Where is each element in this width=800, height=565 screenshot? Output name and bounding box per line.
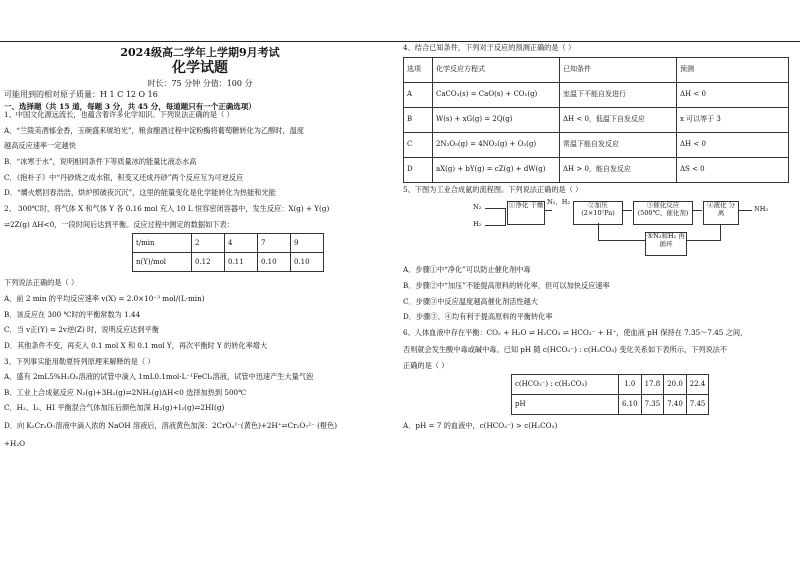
- flow-h2-label: H₂: [473, 220, 482, 229]
- table-cell: 4: [225, 234, 258, 253]
- q1-option-b: B．“冰寒于水”，说明相同条件下等质量冰的能量比液态水高: [4, 157, 197, 167]
- flow-line: [485, 225, 505, 226]
- table-cell: 常温下能自发反应: [560, 132, 677, 157]
- question-6-prompt: 正确的是（ ）: [403, 361, 449, 371]
- section-heading: 一、选择题（共 15 道，每题 3 分，共 45 分，每道题只有一个正确选项）: [4, 102, 256, 112]
- exam-title: 2024级高二学年上学期9月考试: [120, 46, 280, 59]
- q5-option-d: D．步骤③、④均有利于提高原料的平衡转化率: [403, 312, 553, 322]
- flow-nh3-label: NH₃: [754, 205, 768, 214]
- right-column: [403, 44, 795, 430]
- flow-line: [598, 223, 599, 241]
- flow-line: [598, 240, 645, 241]
- q3-option-d-cont: +H₂O: [4, 438, 26, 448]
- table-header: c(HCO₃⁻) : c(H₂CO₃): [512, 374, 619, 394]
- step-5-box: ⑤N₂和H₂ 再循环: [645, 232, 687, 256]
- step-1-box: ①净化 干燥: [507, 201, 545, 225]
- table-cell: 1.0: [619, 374, 642, 394]
- q4-table: [403, 57, 789, 183]
- table-cell: 20.0: [664, 374, 687, 394]
- table-header: 已知条件: [560, 57, 677, 82]
- atomic-masses: 可能用到的相对原子质量：H 1 C 12 O 16: [4, 89, 158, 99]
- q6-table: [511, 374, 709, 415]
- q5-option-c: C．步骤③中反应温度越高催化剂活性越大: [403, 296, 538, 306]
- table-cell: 0.12: [192, 253, 225, 272]
- table-cell: 0.11: [225, 253, 258, 272]
- table-cell: 7.45: [686, 394, 709, 414]
- table-cell: A: [404, 82, 433, 107]
- q1-option-a-cont: 越高反应速率一定越快: [4, 141, 76, 151]
- question-2: 2、 300℃时，将气体 X 和气体 Y 各 0.16 mol 充入 10 L 恒容密闭容器中，发生反应：X(g) + Y(g): [4, 204, 330, 214]
- table-header: n(Y)/mol: [133, 253, 192, 272]
- question-5: 5、下图为工业合成氨的流程图。下列说法正确的是（ ）: [403, 184, 583, 194]
- question-6: 6、人体血液中存在平衡：CO₂ + H₂O ⇌ H₂CO₃ ⇌ HCO₃⁻ + H⁺，使血液 pH 保持在 7.35～7.45 之间，: [403, 327, 748, 337]
- table-cell: D: [404, 157, 433, 182]
- table-header: 化学反应方程式: [433, 57, 560, 82]
- table-cell: 7.40: [664, 394, 687, 414]
- step-4-box: ④液化 分离: [703, 201, 739, 225]
- q2-data-table: [132, 233, 324, 272]
- exam-subtitle: 化学试题: [172, 60, 228, 77]
- table-cell: ΔH < 0: [677, 82, 789, 107]
- table-header: 选项: [404, 57, 433, 82]
- question-3: 3、下列事实能用勒夏特列原理来解释的是（ ）: [4, 356, 155, 366]
- q5-option-b: B．步骤②中“加压”不能提高原料的转化率，但可以加快反应速率: [403, 280, 610, 290]
- question-1: 1、中国文化源远流长，也蕴含着许多化学知识。下列说法正确的是（ ）: [4, 110, 234, 120]
- table-cell: C: [404, 132, 433, 157]
- table-cell: 6.10: [619, 394, 642, 414]
- table-cell: 室温下不能自发进行: [560, 82, 677, 107]
- question-2-cont: ⇌2Z(g) ΔH<0，一段时间后达到平衡。反应过程中测定的数据如下表：: [4, 219, 234, 229]
- exam-meta: 时长：75 分钟 分值：100 分: [147, 78, 253, 88]
- flow-line: [685, 240, 721, 241]
- table-cell: 22.4: [686, 374, 709, 394]
- q3-option-a: A．盛有 2mL5%H₂O₂溶液的试管中滴入 1mL0.1mol·L⁻¹FeCl₃溶液，试管中迅速产生大量气泡: [4, 372, 314, 382]
- table-header: 预测: [677, 57, 789, 82]
- table-cell: x 可以等于 3: [677, 107, 789, 132]
- q1-option-c: C．《抱朴子》中“丹砂烧之成水银，积变又还成丹砂”两个反应互为可逆反应: [4, 172, 244, 182]
- q2-option-c: C．当 v正(Y) = 2v逆(Z) 时，说明反应达到平衡: [4, 325, 159, 335]
- table-cell: B: [404, 107, 433, 132]
- left-column: [4, 44, 396, 448]
- step-2-box: ②加压 (2×10⁷Pa): [573, 201, 623, 225]
- flow-line: [692, 210, 702, 211]
- flow-line: [544, 210, 552, 211]
- table-cell: 0.10: [258, 253, 291, 272]
- q5-option-a: A．步骤①中“净化”可以防止催化剂中毒: [403, 265, 531, 275]
- question-6-cont: 否则就会发生酸中毒或碱中毒。已知 pH 随 c(HCO₃⁻) : c(H₂CO₃) 变化关系如下表所示，下列说法不: [403, 345, 728, 355]
- table-cell: W(s) + xG(g) = 2Q(g): [433, 107, 560, 132]
- flow-n2-label: N₂: [473, 203, 482, 212]
- table-cell: 0.10: [291, 253, 324, 272]
- flow-line: [485, 208, 505, 209]
- table-cell: ΔH < 0: [677, 132, 789, 157]
- table-cell: 17.8: [641, 374, 664, 394]
- header-rule: [0, 41, 800, 42]
- q3-option-d: D．向 K₂Cr₂O₇溶液中滴入浓的 NaOH 溶液后，溶液黄色加深：2CrO₄²⁻(黄色)+2H⁺⇌Cr₂O₇²⁻ (橙色): [4, 421, 338, 431]
- table-header: pH: [512, 394, 619, 414]
- flow-line: [505, 208, 506, 226]
- table-cell: ΔH < 0，低温下自发反应: [560, 107, 677, 132]
- q1-option-a: A．“兰陵美酒郁金香，玉碗盛来琥珀光”，粮食酿酒过程中淀粉酶将葡萄糖转化为乙醇时，温度: [4, 125, 305, 135]
- q6-option-a: A．pH = 7 的血液中，c(HCO₃⁻) > c(H₂CO₃): [403, 420, 558, 430]
- flow-line: [622, 210, 632, 211]
- table-cell: 2: [192, 234, 225, 253]
- table-cell: ΔH > 0，能自发反应: [560, 157, 677, 182]
- q3-option-b: B．工业上合成氨反应 N₂(g)+3H₂(g)⇌2NH₃(g)ΔH<0 选择加热到 500℃: [4, 387, 247, 397]
- q2-option-a: A．前 2 min 的平均反应速率 v(X) = 2.0×10⁻³ mol/(L·min): [4, 293, 205, 303]
- flow-n2h2-label: N₂、H₂: [547, 198, 571, 207]
- flow-line: [720, 224, 721, 240]
- question-4: 4、结合已知条件，下列对于反应的预测正确的是（ ）: [403, 43, 576, 52]
- q2-option-b: B．该反应在 300 ℃时的平衡常数为 1.44: [4, 309, 141, 319]
- flow-line: [738, 210, 752, 211]
- table-cell: CaCO₃(s) = CaO(s) + CO₂(g): [433, 82, 560, 107]
- table-cell: 9: [291, 234, 324, 253]
- table-cell: 2N₂O₅(g) = 4NO₂(g) + O₂(g): [433, 132, 560, 157]
- table-header: t/min: [133, 234, 192, 253]
- ammonia-flow-diagram: [473, 196, 795, 266]
- q2-prompt: 下列说法正确的是（ ）: [4, 278, 79, 288]
- step-3-box: ③催化反应 (500℃、催化剂): [633, 201, 693, 225]
- table-cell: 7: [258, 234, 291, 253]
- q1-option-d: D．“爝火燃回春浩浩，烘炉照破夜沉沉”，这里的能量变化是化学能转化为热能和光能: [4, 188, 276, 198]
- table-cell: aX(g) + bY(g) = cZ(g) + dW(g): [433, 157, 560, 182]
- q2-option-d: D．其他条件不变，再充入 0.1 mol X 和 0.1 mol Y，再次平衡时 Y 的转化率增大: [4, 340, 268, 350]
- table-cell: ΔS < 0: [677, 157, 789, 182]
- q3-option-c: C．H₂、I₂、HI 平衡混合气体加压后颜色加深 H₂(g)+I₂(g)⇌2HI(g): [4, 403, 225, 413]
- table-cell: 7.35: [641, 394, 664, 414]
